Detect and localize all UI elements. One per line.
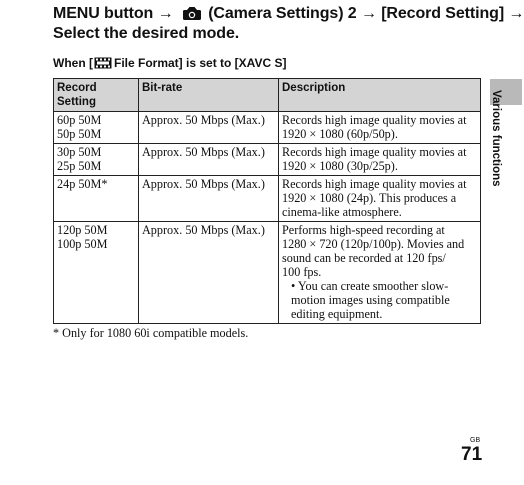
- description-cell: [279, 176, 481, 222]
- section-side-label: Various functions: [490, 90, 502, 187]
- header-bit-rate: Bit-rate: [139, 79, 279, 112]
- file-format-subheading: [53, 55, 286, 71]
- record-setting-value: 100p 50M: [57, 237, 108, 251]
- bit-rate-cell: [139, 144, 279, 176]
- page-region-code: GB: [470, 437, 481, 444]
- bit-rate-value: Approx. 50 Mbps (Max.): [142, 177, 265, 191]
- description-bullet: [282, 279, 477, 321]
- record-setting-cell: [54, 144, 139, 176]
- description-cell: [279, 112, 481, 144]
- heading-record-setting-text: [Record Setting]: [381, 5, 505, 22]
- heading-line-2: Select the desired mode.: [53, 25, 240, 42]
- bit-rate-value: Approx. 50 Mbps (Max.): [142, 223, 265, 237]
- description-cell: [279, 144, 481, 176]
- heading-line-1: [53, 4, 524, 24]
- description-cell: [279, 222, 481, 324]
- description-line: Records high image quality movies at: [282, 145, 467, 159]
- bullet-line: editing equipment.: [291, 307, 383, 321]
- description-line: 1920 × 1080 (24p). This produces a: [282, 191, 457, 205]
- record-setting-cell: [54, 222, 139, 324]
- heading-menu-text: MENU button: [53, 5, 154, 22]
- film-icon: [94, 57, 112, 69]
- record-setting-value: 60p 50M: [57, 113, 102, 127]
- table-row: [54, 176, 481, 222]
- arrow-icon: →: [157, 5, 174, 22]
- record-setting-value: 120p 50M: [57, 223, 108, 237]
- bit-rate-cell: [139, 112, 279, 144]
- table-row: [54, 112, 481, 144]
- header-record-setting: Record Setting: [54, 79, 139, 112]
- bullet-text: You can create smoother slow-: [297, 279, 449, 293]
- description-line: cinema-like atmosphere.: [282, 205, 402, 219]
- page-number: 71: [461, 444, 483, 465]
- table-row: [54, 144, 481, 176]
- bullet-dot-icon: •: [291, 279, 296, 293]
- subheading-prefix: When [: [53, 56, 93, 70]
- bit-rate-value: Approx. 50 Mbps (Max.): [142, 113, 265, 127]
- record-setting-value: 25p 50M: [57, 159, 102, 173]
- subheading-suffix: File Format] is set to [XAVC S]: [114, 56, 287, 70]
- footnote: * Only for 1080 60i compatible models.: [53, 326, 249, 340]
- bullet-line: [291, 279, 477, 293]
- arrow-icon: →: [360, 5, 377, 22]
- description-line: 1920 × 1080 (60p/50p).: [282, 127, 398, 141]
- description-line: Records high image quality movies at: [282, 177, 467, 191]
- bit-rate-cell: [139, 222, 279, 324]
- camera-icon: [182, 6, 202, 21]
- heading-camera-settings-text: (Camera Settings) 2: [208, 5, 357, 22]
- bit-rate-value: Approx. 50 Mbps (Max.): [142, 145, 265, 159]
- table-header-row: [54, 79, 481, 112]
- description-line: 1920 × 1080 (30p/25p).: [282, 159, 398, 173]
- record-setting-value: 24p 50M*: [57, 177, 108, 191]
- arrow-icon: →: [508, 5, 524, 22]
- description-line: Performs high-speed recording at: [282, 223, 445, 237]
- description-line: Records high image quality movies at: [282, 113, 467, 127]
- record-setting-value: 50p 50M: [57, 127, 102, 141]
- description-line: 100 fps.: [282, 265, 322, 279]
- description-line: 1280 × 720 (120p/100p). Movies and: [282, 237, 465, 251]
- record-setting-cell: [54, 112, 139, 144]
- record-setting-table: [53, 78, 481, 324]
- record-setting-value: 30p 50M: [57, 145, 102, 159]
- table-row: [54, 222, 481, 324]
- record-setting-cell: [54, 176, 139, 222]
- instruction-heading: [53, 4, 524, 44]
- bullet-line: motion images using compatible: [291, 293, 450, 307]
- bit-rate-cell: [139, 176, 279, 222]
- description-line: sound can be recorded at 120 fps/: [282, 251, 446, 265]
- header-description: Description: [279, 79, 481, 112]
